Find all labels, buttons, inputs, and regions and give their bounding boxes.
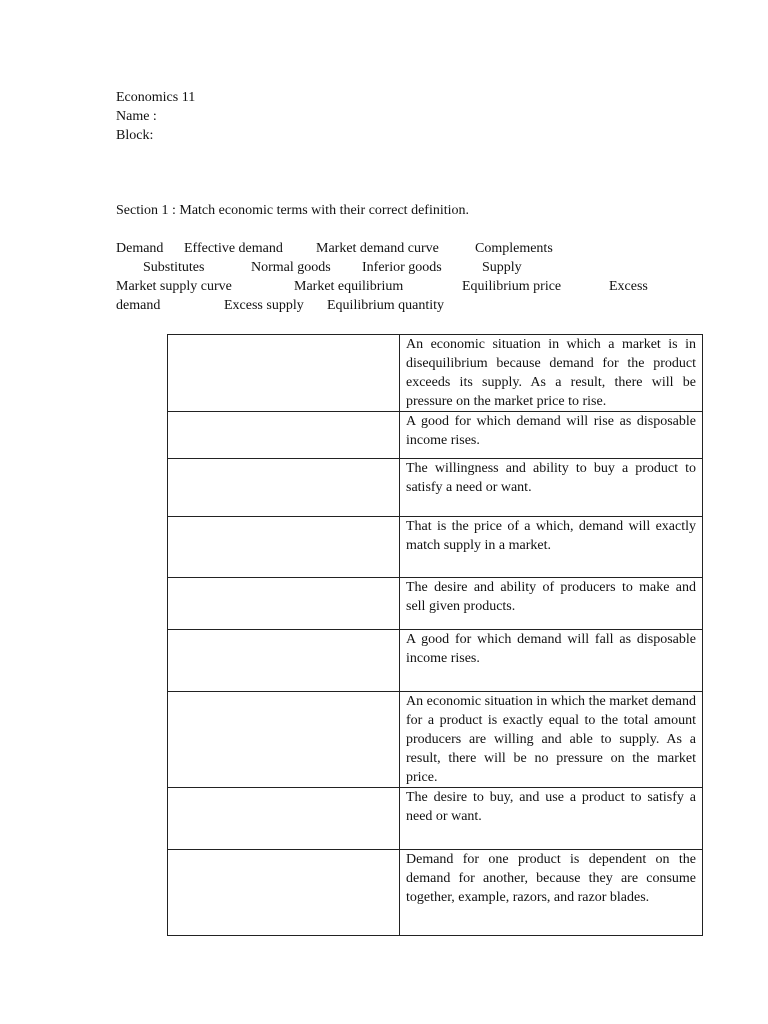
matching-table (167, 334, 703, 936)
definition-cell: A good for which demand will fall as disposable income rises. (400, 630, 703, 692)
table-row (168, 578, 703, 630)
answer-cell[interactable] (168, 459, 400, 517)
term-market-supply-curve: Market supply curve (116, 279, 232, 294)
answer-cell[interactable] (168, 517, 400, 578)
table-row (168, 335, 703, 412)
terms-list (116, 239, 656, 315)
table-row (168, 630, 703, 692)
table-row (168, 850, 703, 936)
term-excess-supply: Excess supply (224, 298, 304, 313)
answer-cell[interactable] (168, 335, 400, 412)
table-row (168, 788, 703, 850)
answer-cell[interactable] (168, 412, 400, 459)
definition-cell: An economic situation in which a market is in disequilibrium because demand for the product exceeds its supply. As a result, there will be pressure on the market price to rise. (400, 335, 703, 412)
term-equilibrium-quantity: Equilibrium quantity (327, 298, 445, 313)
answer-cell[interactable] (168, 692, 400, 788)
definition-cell: The desire to buy, and use a product to satisfy a need or want. (400, 788, 703, 850)
table-row (168, 692, 703, 788)
course-title: Economics 11 (116, 90, 196, 105)
term-demand: Demand (116, 241, 164, 256)
term-substitutes: Substitutes (143, 260, 205, 275)
name-label: Name : (116, 109, 157, 124)
definition-cell: An economic situation in which the market demand for a product is exactly equal to the total amount producers are willing and able to supply. As a result, there will be no pressure on the market price. (400, 692, 703, 788)
term-effective-demand: Effective demand (184, 241, 283, 256)
term-normal-goods: Normal goods (251, 260, 331, 275)
definition-cell: The desire and ability of producers to make and sell given products. (400, 578, 703, 630)
term-market-equilibrium: Market equilibrium (294, 279, 404, 294)
term-supply: Supply (482, 260, 522, 275)
section-title: Section 1 : Match economic terms with their correct definition. (116, 203, 470, 218)
definition-cell: Demand for one product is dependent on the demand for another, because they are consume together, example, razors, and razor blades. (400, 850, 703, 936)
answer-cell[interactable] (168, 788, 400, 850)
table-row (168, 459, 703, 517)
table-row (168, 517, 703, 578)
answer-cell[interactable] (168, 578, 400, 630)
block-label: Block: (116, 128, 154, 143)
term-demand-continued: demand (116, 298, 161, 313)
terms-line-3 (116, 277, 656, 296)
answer-cell[interactable] (168, 850, 400, 936)
term-excess: Excess (609, 279, 648, 294)
term-complements: Complements (475, 241, 553, 256)
definition-cell: A good for which demand will rise as disposable income rises. (400, 412, 703, 459)
definition-cell: That is the price of a which, demand will exactly match supply in a market. (400, 517, 703, 578)
terms-line-4 (116, 296, 656, 315)
terms-line-1 (116, 239, 656, 258)
term-market-demand-curve: Market demand curve (316, 241, 439, 256)
term-equilibrium-price: Equilibrium price (462, 279, 562, 294)
term-inferior-goods: Inferior goods (362, 260, 442, 275)
answer-cell[interactable] (168, 630, 400, 692)
table-row (168, 412, 703, 459)
definition-cell: The willingness and ability to buy a product to satisfy a need or want. (400, 459, 703, 517)
terms-line-2 (116, 258, 656, 277)
